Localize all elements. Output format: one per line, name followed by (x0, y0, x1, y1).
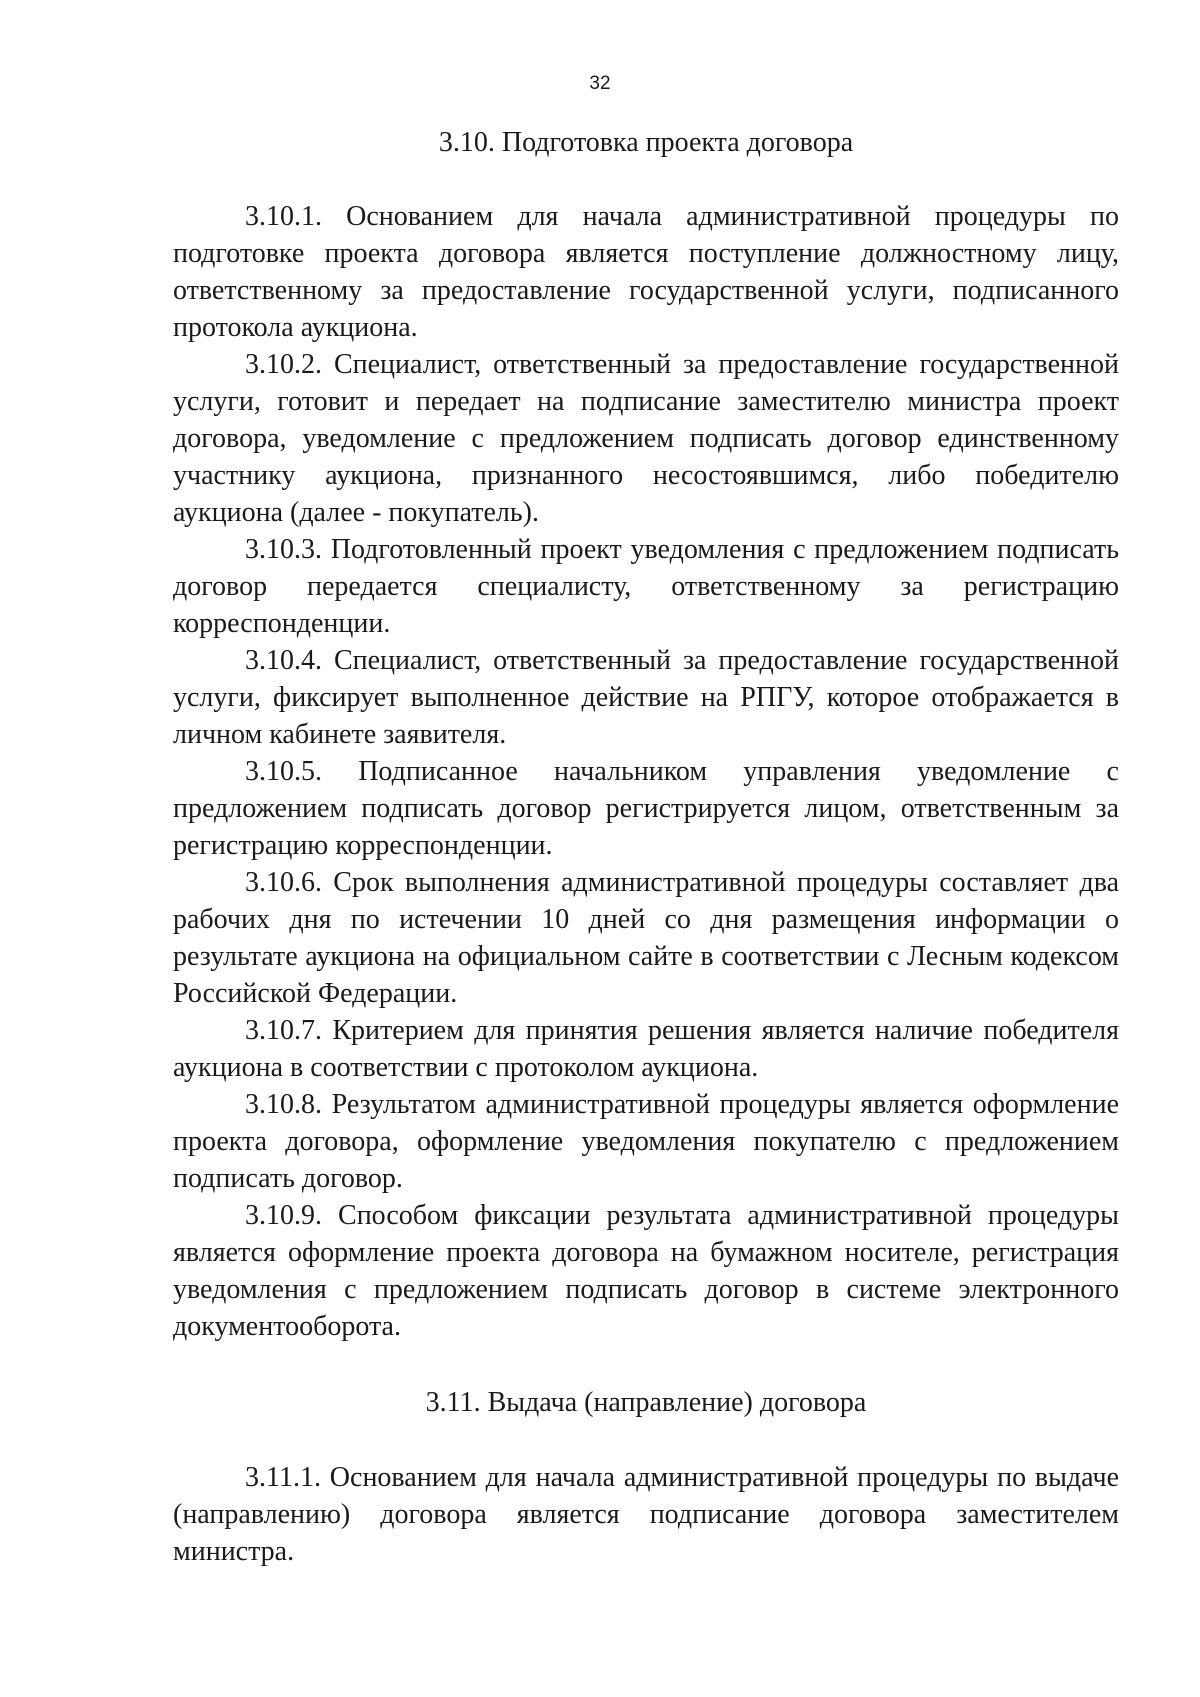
paragraph-3-11-1: 3.11.1. Основанием для начала административной процедуры по выдаче (направлению) договора является подписание договора заместителем министра. (173, 1462, 1119, 1567)
paragraph-3-10-6: 3.10.6. Срок выполнения административной процедуры составляет два рабочих дня по истечении 10 дней со дня размещения информации о результате аукциона на официальном сайте в соответствии с Лесным кодексом Российской Федерации. (173, 867, 1119, 1009)
paragraph-3-10-8: 3.10.8. Результатом административной процедуры является оформление проекта договора, оформление уведомления покупателю с предложением подписать договор. (173, 1089, 1119, 1194)
paragraph-3-10-1: 3.10.1. Основанием для начала административной процедуры по подготовке проекта договора является поступление должностному лицу, ответственному за предоставление государственной услуги, подписанного протокола аукциона. (173, 201, 1119, 343)
paragraph-3-10-3: 3.10.3. Подготовленный проект уведомления с предложением подписать договор передается специалисту, ответственному за регистрацию корреспонденции. (173, 534, 1119, 639)
paragraph-3-10-2: 3.10.2. Специалист, ответственный за предоставление государственной услуги, готовит и передает на подписание заместителю министра проект договора, уведомление с предложением подписать договор единственному участнику аукциона, признанного несостоявшимся, либо победителю аукциона (далее - покупатель). (173, 349, 1119, 528)
page-number: 32 (589, 73, 611, 94)
section-heading-3-11: 3.11. Выдача (направление) договора (425, 1387, 867, 1418)
paragraph-3-10-7: 3.10.7. Критерием для принятия решения является наличие победителя аукциона в соответствии с протоколом аукциона. (173, 1015, 1119, 1083)
paragraph-3-10-9: 3.10.9. Способом фиксации результата административной процедуры является оформление проекта договора на бумажном носителе, регистрация уведомления с предложением подписать договор в системе электронного документооборота. (173, 1200, 1119, 1342)
section-heading-3-10: 3.10. Подготовка проекта договора (438, 127, 854, 158)
paragraph-3-10-4: 3.10.4. Специалист, ответственный за предоставление государственной услуги, фиксирует выполненное действие на РПГУ, которое отображается в личном кабинете заявителя. (173, 645, 1119, 750)
paragraph-3-10-5: 3.10.5. Подписанное начальником управления уведомление с предложением подписать договор регистрируется лицом, ответственным за регистрацию корреспонденции. (173, 756, 1119, 861)
document-body (173, 124, 1119, 1570)
